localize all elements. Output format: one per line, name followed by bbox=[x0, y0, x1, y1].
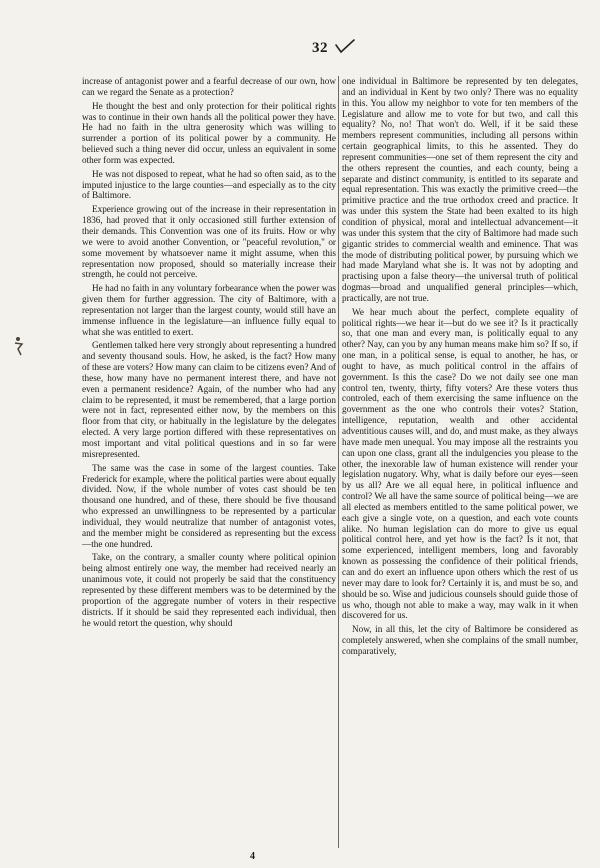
left-paragraph: Experience growing out of the increase in their representation in 1836, had proved that it only occasioned still further extension of their demands. This Convention was one of its fruits. How or why we were to avoid another Convention, or "peaceful revolution," or some movement by whatsoever name it might assume, when this representation now proposed, should so materially increase their strength, he could not perceive. bbox=[82, 204, 336, 280]
left-text-column bbox=[82, 76, 336, 848]
right-text-column bbox=[342, 76, 578, 848]
left-paragraph: Take, on the contrary, a smaller county where political opinion being almost entirely one way, the member had received nearly an unanimous vote, it could not properly be said that the constituency represented by these different members was to be determined by the proportion of the aggregate number of voters in their respective districts. If it should be said they represented each individual, then he would retort the question, why should bbox=[82, 552, 336, 628]
right-paragraph: Now, in all this, let the city of Baltimore be considered as completely answered, when she complains of the small number, comparatively, bbox=[342, 624, 578, 656]
right-paragraph: We hear much about the perfect, complete equality of political rights—we hear it—but do we see it? Is it practically so, that one man and every man, is politically equal to any other? Nay, can you by any human means make him so? If so, if one man, in a political sense, is equal to another, he has, or ought to have, as much political control in the affairs of government. Is this the case? Do we not daily see one man control ten, twenty, thirty, fifty voters? Are these voters thus controled, each of them exercising the same influence on the government as the one who controls their votes? Station, intelligence, reputation, wealth and other accidental adventitious causes will, and do, and must make, as they always have made men unequal. You may impose all the restraints you can upon one class, grant all the indulgencies you please to the other, the inexorable law of human existence will render your legislation nugatory. Why, what is daily before our eyes—seen by us all? Are we all equal here, in political influence and control? We all have the same source of political being—we are all elected as members entitled to the same political power, we each give a single vote, on a question, and each vote counts alike. No human legislation can do more to give us equal political control here, and yet how is the fact? Is it not, that some experienced, intelligent members, long and favorably known as possessing the confidence of their political friends, can and do exert an influence upon others which the rest of us never may dare to look for? Certainly it is, and must be so, and should be so. Wise and judicious counsels should guide those of us who, though not able to make a way, may walk in it when discovered for us. bbox=[342, 306, 578, 621]
left-paragraph: He had no faith in any voluntary forbearance when the power was given them for further aggression. The city of Baltimore, with a representation not larger than the largest county, would still have an immense influence in the legislature—an influence fully equal to what she was entitled to exert. bbox=[82, 283, 336, 337]
left-paragraph: increase of antagonist power and a fearful decrease of our own, how can we regard the Senate as a protection? bbox=[82, 76, 336, 97]
right-paragraph: one individual in Baltimore be represented by ten delegates, and an individual in Kent by two only? There was no equality in this. You allow my neighbor to vote for ten members of the Legislature and allow me to vote for but two, and call this equality? No, no! That won't do. Well, if it be said these members represent communities, including all persons within certain geographical limits, to this he assented. They do represent communities—one set of them represent the city and the others represent the counties, and each county, being a separate and distinct community, is entitled to its separate and equal representation. This was exactly the primitive creed—the primitive practice and the true orthodox creed and practice. It was under this system the State had been exalted to its high condition of physical, moral and intellectual advancement—it was under this system that the city of Baltimore had made such gigantic strides to commercial wealth and eminence. That was the mode of distributing political power, by pursuing which we had made Maryland what she is. It was not by adopting and practising upon a false theory—the universal truth of political dogmas—broad and unqualified general principles—which, practically, are not true. bbox=[342, 76, 578, 303]
handwritten-check-mark bbox=[334, 38, 356, 54]
left-paragraph: Gentlemen talked here very strongly about representing a hundred and seventy thousand souls. How, he asked, is the fact? How many of these are voters? How many can claim to be citizens even? And of these, how many have no permanent interest there, and have not even a permanent residence? Again, of the number who had any claim to be represented, it must be remembered, that a large portion were not in fact, represented either now, by the members on this floor from that city, or habitually in the legislature by the delegates elected. A very large portion differed with these representatives on most important and vital political questions and in so far were misrepresented. bbox=[82, 340, 336, 459]
left-paragraph: The same was the case in some of the largest counties. Take Frederick for example, where the political parties were about equally divided. Now, if the whole number of votes cast should be ten thousand one hundred, and of these, there should be five thousand who expressed an unwillingness to be represented by a particular individual, they would neutralize that number of antagonist votes, and the member might be considered as representing but the excess—the one hundred. bbox=[82, 462, 336, 549]
page-number: 32 bbox=[312, 40, 328, 56]
margin-ink-smudge bbox=[12, 335, 26, 357]
left-paragraph: He was not disposed to repeat, what he had so often said, as to the imputed injustice to the large counties—and especially as to the city of Baltimore. bbox=[82, 168, 336, 201]
left-paragraph: He thought the best and only protection for their political rights was to continue in their own hands all the political power they have. He had no faith in the ultra generosity which was willing to surrender a portion of its political power by a community. He believed such a thing never did occur, unless an equivalent in some other form was expected. bbox=[82, 100, 336, 165]
column-divider bbox=[338, 76, 339, 848]
footer-mark: 4 bbox=[250, 851, 255, 862]
